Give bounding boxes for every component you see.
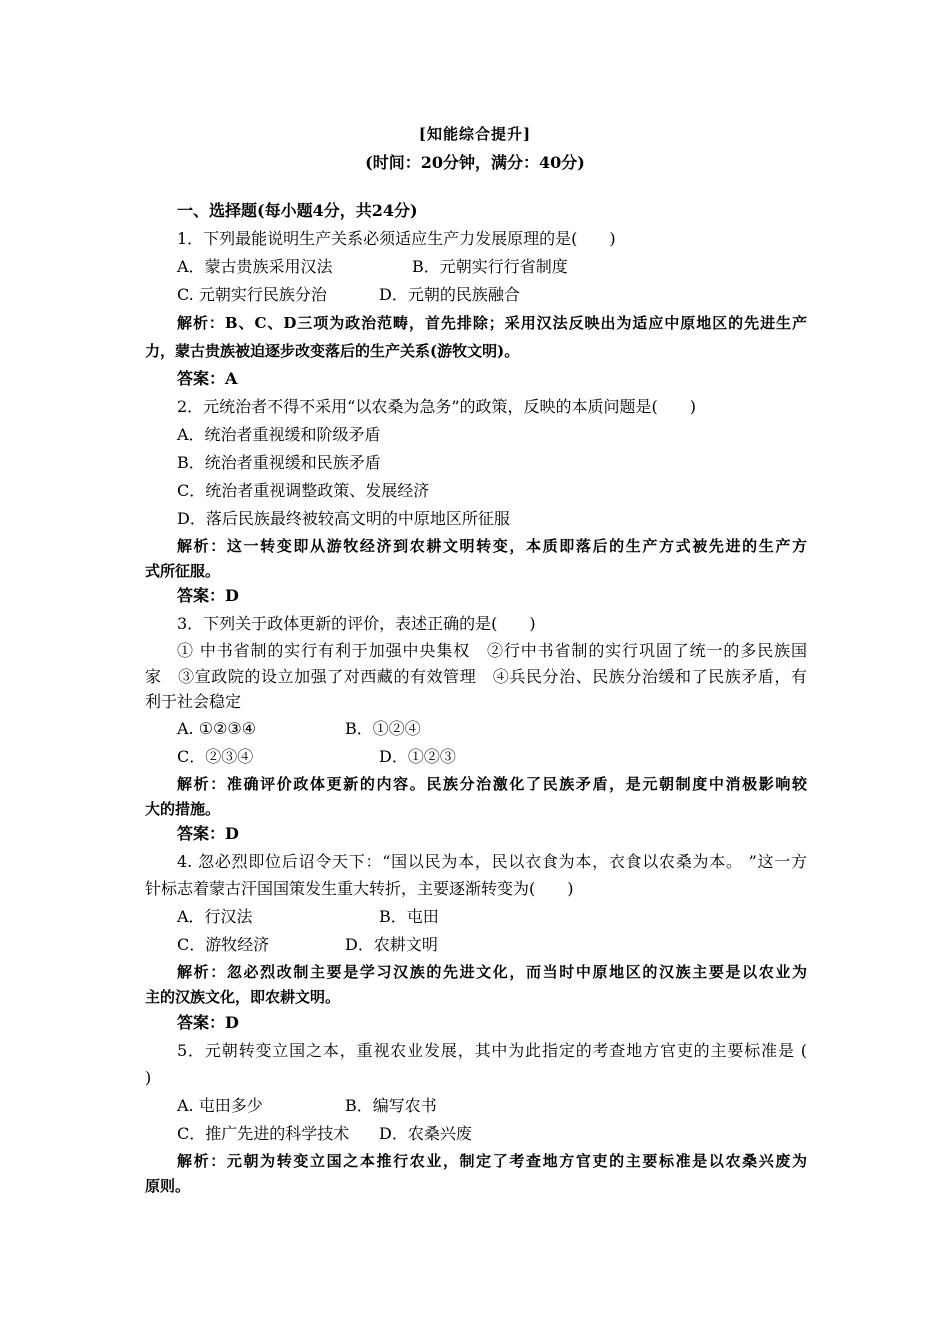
q3-statement-line2: 家 ③宣政院的设立加强了对西藏的有效管理 ④兵民分治、民族分治缓和了民族矛盾，有 xyxy=(145,667,807,686)
q2-answer: 答案：D xyxy=(177,586,239,605)
q2-option-a: A．统治者重视缓和阶级矛盾 xyxy=(177,425,381,444)
q4-option-d: D．农耕文明 xyxy=(345,935,438,954)
q4-analysis-line2: 主的汉族文化，即农耕文明。 xyxy=(145,988,341,1006)
q1-option-b: B．元朝实行行省制度 xyxy=(412,257,568,276)
q2-option-b: B．统治者重视缓和民族矛盾 xyxy=(177,453,381,472)
q3-statement-line3: 利于社会稳定 xyxy=(145,692,242,711)
q1-option-c: C. 元朝实行民族分治 xyxy=(177,285,327,304)
q5-option-a: A. 屯田多少 xyxy=(177,1096,263,1115)
q5-option-c: C．推广先进的科学技术 xyxy=(177,1124,350,1143)
q3-option-b: B．①②④ xyxy=(345,719,421,738)
q3-stem: 3．下列关于政体更新的评价，表述正确的是( ) xyxy=(177,614,536,633)
q3-option-d: D．①②③ xyxy=(379,747,456,766)
q2-analysis-line1: 解析：这一转变即从游牧经济到农耕文明转变，本质即落后的生产方式被先进的生产方 xyxy=(177,537,807,555)
q5-option-b: B．编写农书 xyxy=(345,1096,437,1115)
q1-analysis-line2: 力，蒙古贵族被迫逐步改变落后的生产关系(游牧文明)。 xyxy=(145,342,520,360)
q2-stem: 2．元统治者不得不采用“以农桑为急务”的政策，反映的本质问题是( ) xyxy=(177,397,697,416)
q5-analysis-line2: 原则。 xyxy=(145,1177,191,1195)
q2-option-c: C．统治者重视调整政策、发展经济 xyxy=(177,481,430,500)
q1-option-d: D．元朝的民族融合 xyxy=(379,285,520,304)
q5-option-d: D．农桑兴废 xyxy=(379,1124,472,1143)
q1-option-a: A．蒙古贵族采用汉法 xyxy=(177,257,333,276)
q3-analysis-line1: 解析：准确评价政体更新的内容。民族分治激化了民族矛盾，是元朝制度中消极影响较 xyxy=(177,775,807,793)
q4-stem-line2: 针标志着蒙古汗国国策发生重大转折，主要逐渐转变为( ) xyxy=(145,879,574,898)
q4-option-a: A．行汉法 xyxy=(177,907,253,926)
q5-analysis-line1: 解析：元朝为转变立国之本推行农业，制定了考查地方官吏的主要标准是以农桑兴废为 xyxy=(177,1152,807,1170)
q3-option-a: A. ①②③④ xyxy=(177,719,257,738)
q5-stem-line2: ) xyxy=(145,1068,152,1087)
q2-analysis-line2: 式所征服。 xyxy=(145,562,221,580)
q4-option-c: C．游牧经济 xyxy=(177,935,270,954)
q3-option-c: C．②③④ xyxy=(177,747,254,766)
q3-analysis-line2: 大的措施。 xyxy=(145,800,221,818)
section-heading: 一、选择题(每小题4分，共24分) xyxy=(177,201,418,220)
q1-analysis-line1: 解析：B、C、D三项为政治范畴，首先排除；采用汉法反映出为适应中原地区的先进生产 xyxy=(177,314,807,332)
q4-analysis-line1: 解析：忽必烈改制主要是学习汉族的先进文化，而当时中原地区的汉族主要是以农业为 xyxy=(177,963,807,981)
q3-statement-line1: ① 中书省制的实行有利于加强中央集权 ②行中书省制的实行巩固了统一的多民族国 xyxy=(177,641,807,660)
page-title: [知能综合提升] xyxy=(418,125,532,143)
q1-stem: 1．下列最能说明生产关系必须适应生产力发展原理的是( ) xyxy=(177,229,616,248)
q4-stem-line1: 4. 忽必烈即位后诏令天下：“国以民为本，民以衣食为本，衣食以农桑为本。 ”这一方 xyxy=(177,852,807,871)
q3-answer: 答案：D xyxy=(177,824,239,843)
q2-option-d: D．落后民族最终被较高文明的中原地区所征服 xyxy=(177,509,510,528)
q1-answer: 答案：A xyxy=(177,369,238,388)
q4-answer: 答案：D xyxy=(177,1013,239,1032)
q5-stem-line1: 5．元朝转变立国之本，重视农业发展，其中为此指定的考查地方官吏的主要标准是 ( xyxy=(177,1041,807,1060)
time-score-subtitle: (时间：20分钟，满分：40分) xyxy=(365,153,585,172)
q4-option-b: B．屯田 xyxy=(379,907,439,926)
